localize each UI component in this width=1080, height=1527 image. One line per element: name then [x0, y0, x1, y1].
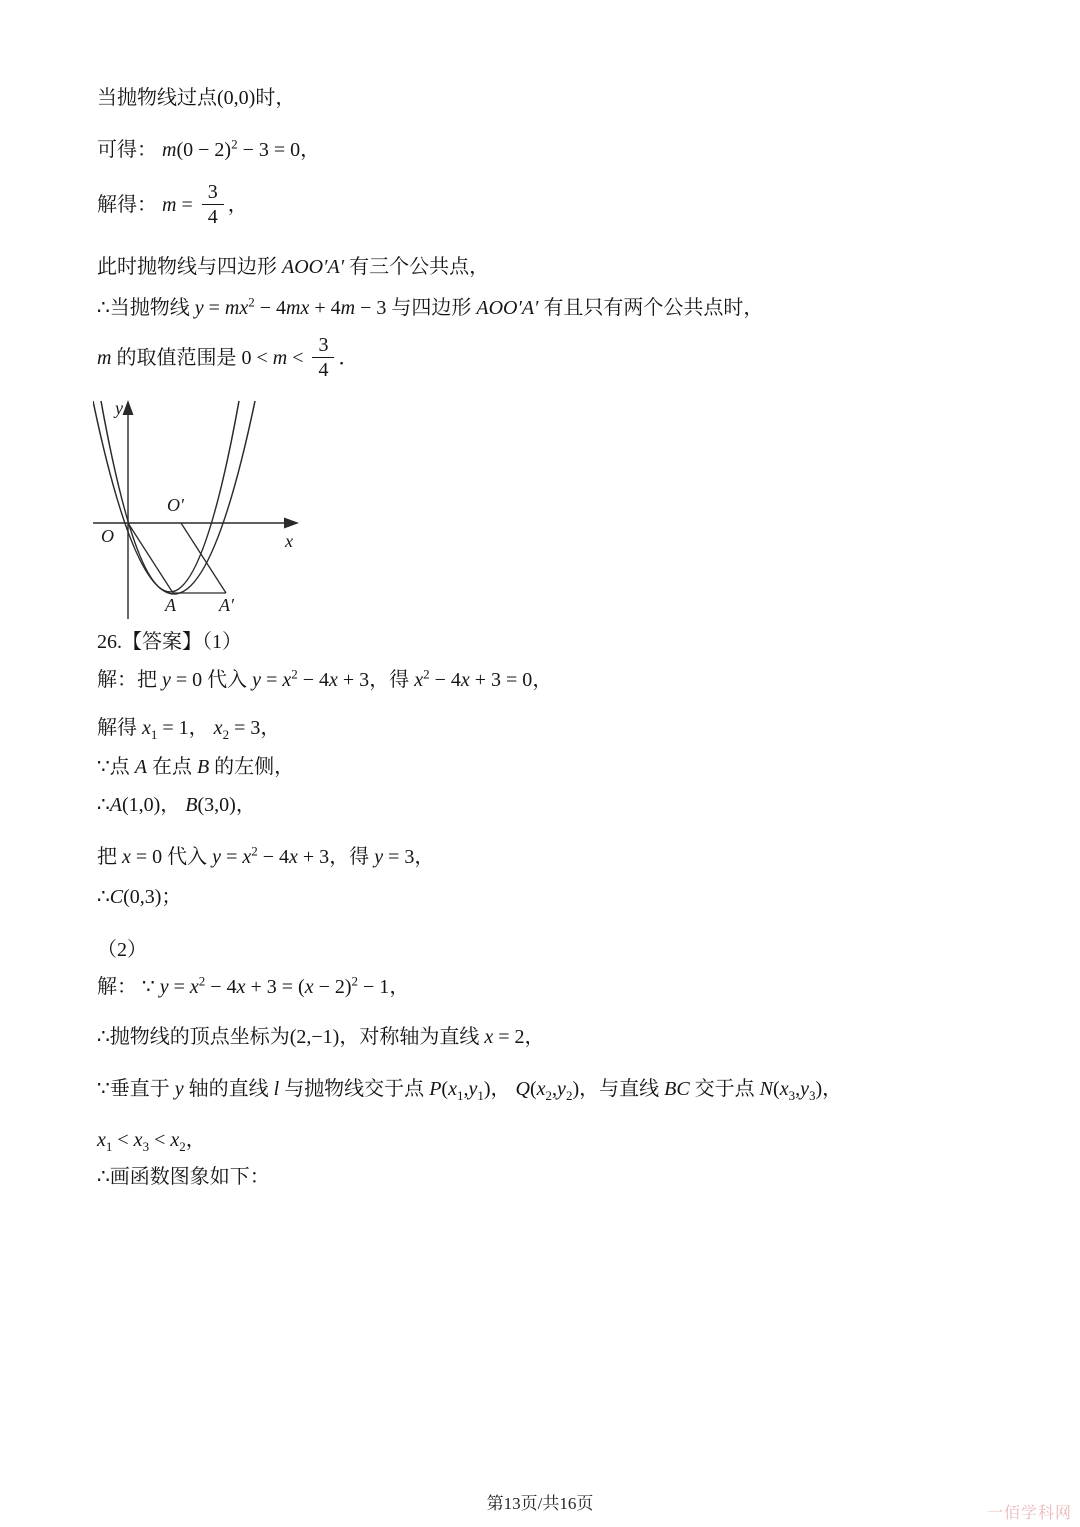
y-axis-arrow-icon [123, 400, 134, 415]
text-line-12: ∴C(0,3)； [97, 886, 182, 908]
text-line-7: 解：把 y = 0 代入 $y = x^2 - 4x + 3$，得 $x^2 - 4x + 3 = 0$， [97, 666, 553, 691]
edge-O-A [128, 523, 173, 593]
text-line-13: （2） [97, 939, 147, 961]
text-line-3: 此时抛物线与四边形 AOO′A′ 有三个公共点， [97, 256, 490, 278]
text-line-17: $x_1 < x_3 < x_2$， [97, 1129, 206, 1154]
parabola-figure [93, 398, 308, 626]
text-line-2: 解得： m = $\frac{3}{4}$ ， [97, 181, 248, 228]
text-line-14: 解： ∵ $y = x^2 - 4x + 3 = (x - 2)^2 - 1$， [97, 973, 410, 998]
text-line-6: 26.【答案】（1） [97, 631, 242, 653]
text-line-11: 把 x = 0 代入 $y = x^2 - 4x + 3$，得 y = 3， [97, 843, 435, 868]
page-number: 第13页/共16页 [486, 1494, 594, 1513]
a-prime-label: A′ [219, 595, 234, 615]
text-line-4: ∴当抛物线 $y = mx^2 - 4mx + 4m - 3$ 与四边形 AOO′A′ 有且只有两个公共点时， [97, 294, 764, 319]
x-axis-arrow-icon [284, 518, 299, 529]
o-prime-label: O′ [167, 495, 184, 515]
text-line-0: 当抛物线过点(0,0)时， [97, 87, 296, 109]
parabola-figure-svg [93, 398, 308, 626]
text-line-16: ∵垂直于 y 轴的直线 l 与抛物线交于点 $P(x_1,y_1)$， $Q(x_2,y_2)$，与直线 BC 交于点 $N(x_3,y_3)$， [97, 1078, 843, 1103]
watermark: 一佰学科网 [986, 1505, 1072, 1522]
text-line-8: 解得 $x_1 = 1$， $x_2 = 3$， [97, 717, 281, 742]
text-line-1: 可得： $m(0 - 2)^2 - 3 = 0$， [97, 136, 321, 161]
text-line-18: ∴画函数图象如下： [97, 1166, 270, 1188]
text-line-5: m 的取值范围是 0 < m < $\frac{3}{4}$ ． [97, 334, 359, 381]
origin-label: O [101, 526, 114, 546]
a-label: A [165, 595, 176, 615]
x-axis-label: x [285, 531, 293, 551]
y-axis-label: y [115, 398, 123, 418]
text-line-9: ∵点 A 在点 B 的左侧， [97, 756, 295, 778]
text-line-15: ∴抛物线的顶点坐标为(2,−1)，对称轴为直线 x = 2， [97, 1026, 545, 1048]
text-line-10: ∴A(1,0)， B(3,0)， [97, 794, 256, 816]
